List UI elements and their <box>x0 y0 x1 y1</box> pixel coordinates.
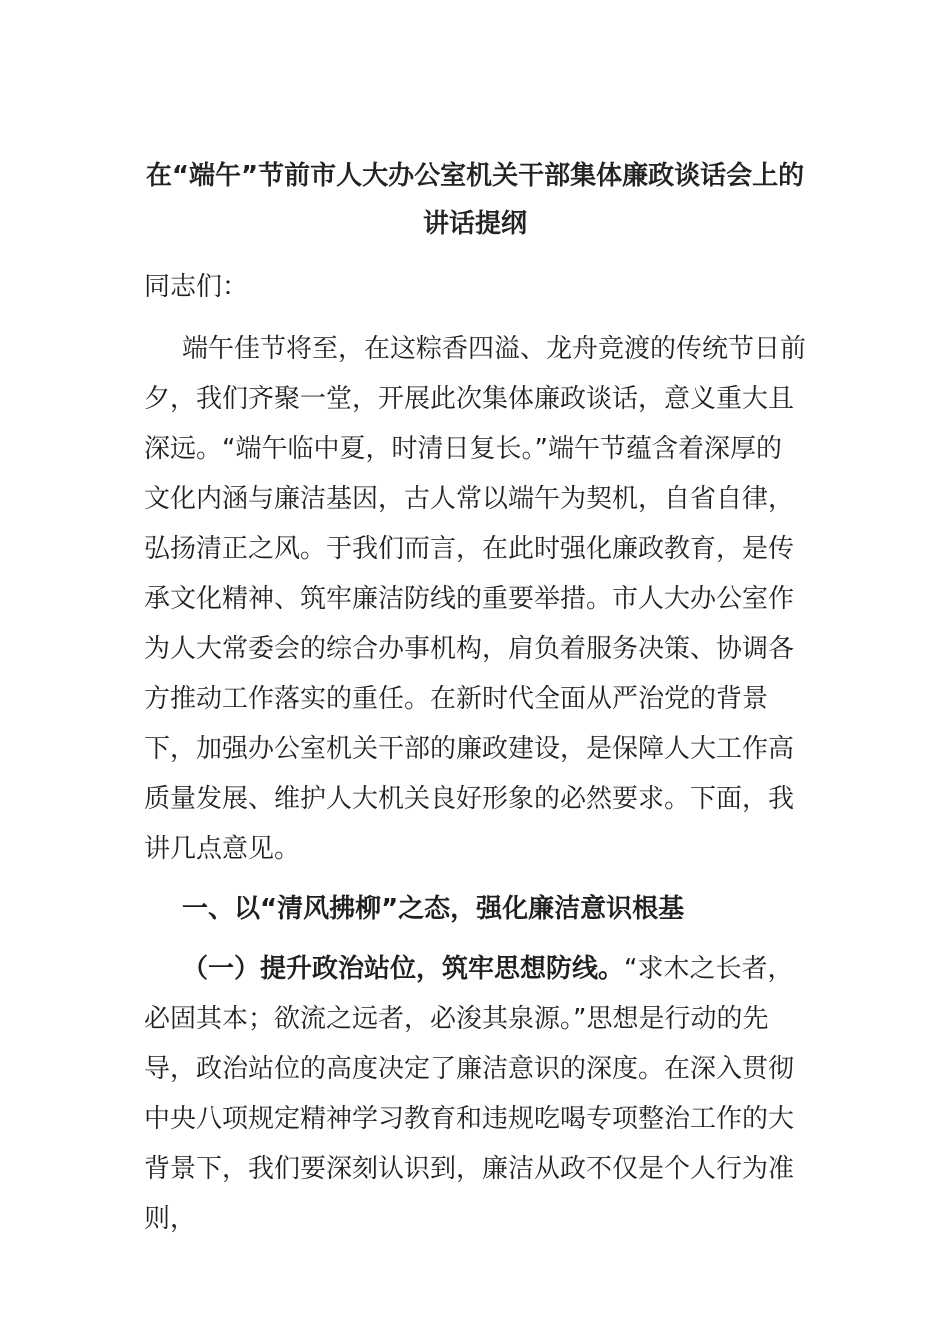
document-title: 在“端午”节前市人大办公室机关干部集体廉政谈话会上的讲话提纲 <box>145 161 805 239</box>
paragraph-body: “求木之长者，必固其本；欲流之远者，必浚其泉源。”思想是行动的先导，政治站位的高度决定了廉洁意识的深度。在深入贯彻中央八项规定精神学习教育和违规吃喝专项整治工作的大背景下，我们要深刻认识到，廉洁从政不仅是个人行为准则， <box>144 954 795 1234</box>
section-heading-1: 一、以“清风拂柳”之态，强化廉洁意识根基 <box>182 894 685 924</box>
subheading-lead: （一）提升政治站位，筑牢思想防线。 <box>182 954 625 984</box>
paragraph-intro: 端午佳节将至，在这粽香四溢、龙舟竞渡的传统节日前夕，我们齐聚一堂，开展此次集体廉政谈话，意义重大且深远。“端午临中夏，时清日复长。”端午节蕴含着深厚的文化内涵与廉洁基因，古人常以端午为契机，自省自律，弘扬清正之风。于我们而言，在此时强化廉政教育，是传承文化精神、筑牢廉洁防线的重要举措。市人大办公室作为人大常委会的综合办事机构，肩负着服务决策、协调各方推动工作落实的重任。在新时代全面从严治党的背景下，加强办公室机关干部的廉政建设，是保障人大工作高质量发展、维护人大机关良好形象的必然要求。下面，我讲几点意见。 <box>144 334 807 864</box>
salutation: 同志们： <box>144 272 249 302</box>
paragraph-section-1-1 <box>144 944 806 1244</box>
